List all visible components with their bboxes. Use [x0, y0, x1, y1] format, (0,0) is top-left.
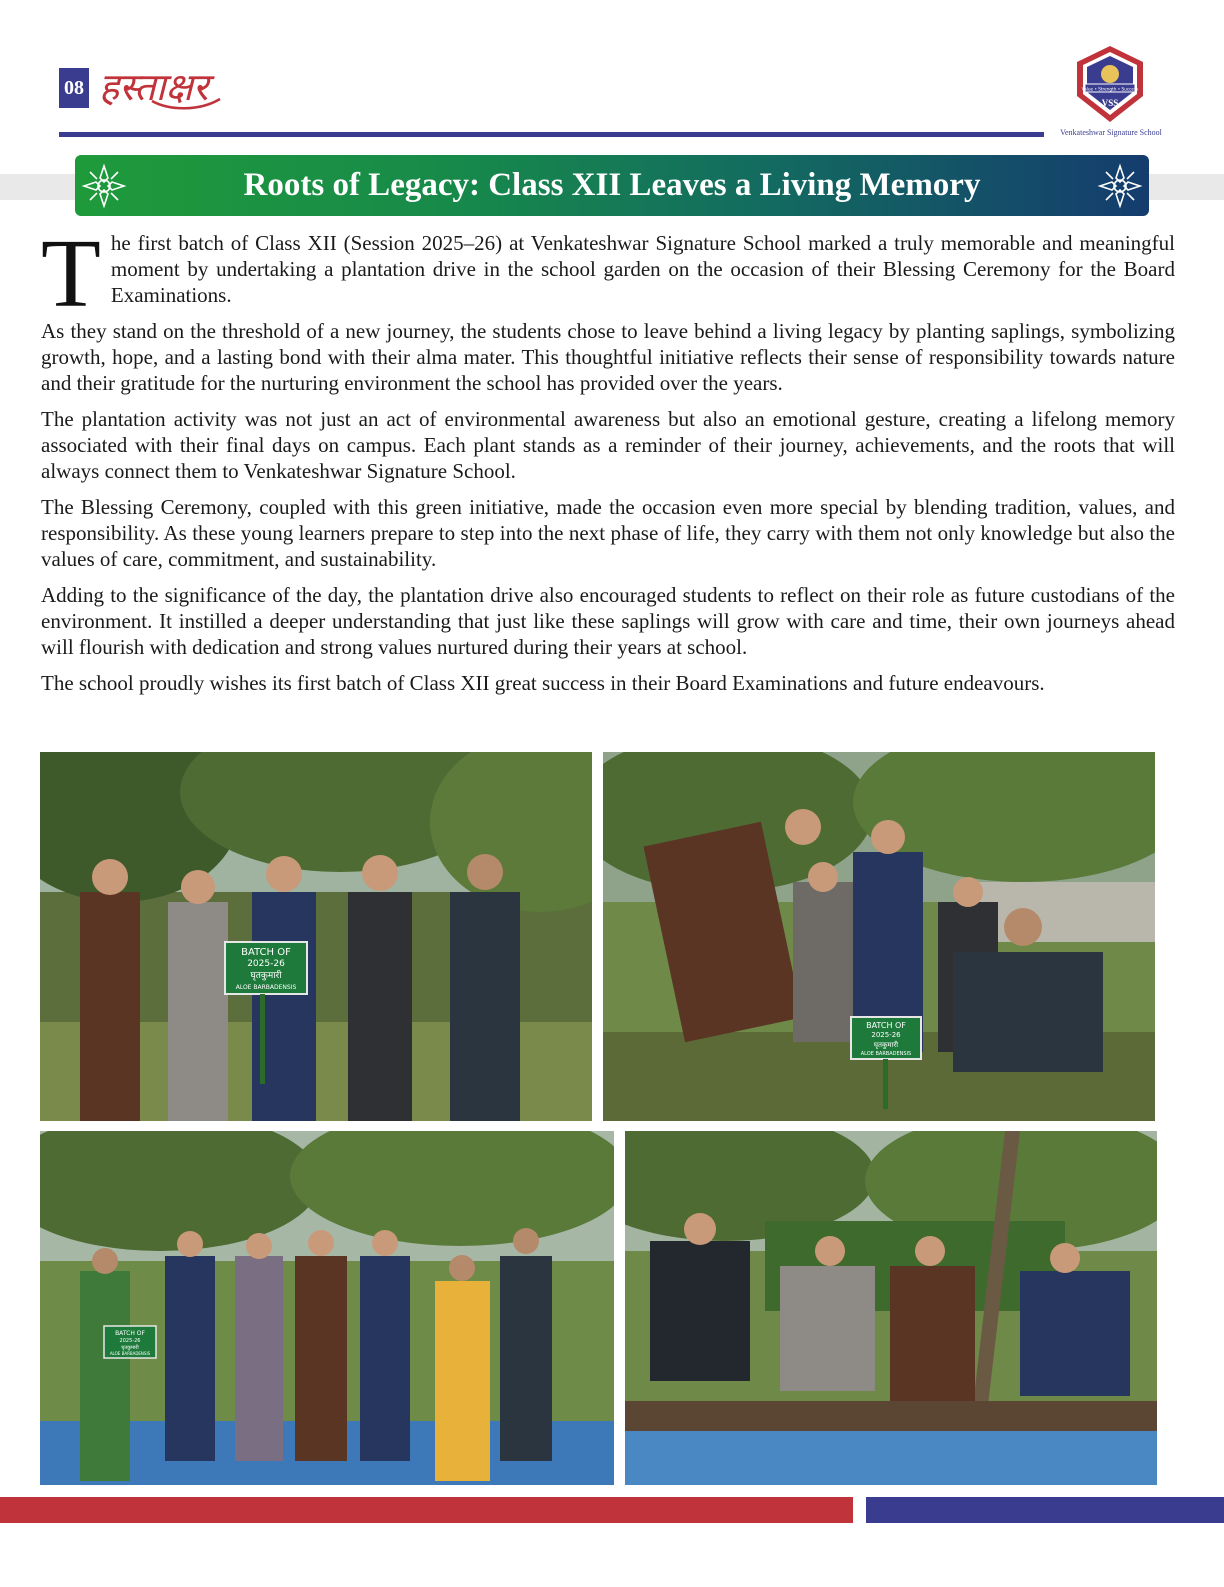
sign-text: 2025-26	[247, 959, 285, 969]
page-number: 08	[59, 68, 89, 108]
brand-swash-icon	[150, 97, 222, 111]
article-body	[41, 220, 1175, 706]
sign-text: घृतकुमारी	[121, 1345, 139, 1351]
article-paragraph	[41, 220, 1175, 328]
paragraph-text: he first batch of Class XII (Session 2025–26) at Venkateshwar Signature School marked a truly memorable and meaningful moment by undertaking a plantation drive in the school garden on the occasion of their Blessing Ceremony for the Board Examinations.	[110, 231, 1175, 307]
school-logo	[1073, 44, 1147, 124]
footer-bar-blue	[866, 1497, 1224, 1523]
header-divider	[59, 132, 1044, 137]
sign-text: 2025-26	[871, 1031, 901, 1039]
article-paragraph: The school proudly wishes its first batch of Class XII great success in their Board Examinations and future endeavours.	[41, 671, 1045, 695]
publication-brand: हस्ताक्षर	[99, 65, 209, 109]
sign-text: घृतकुमारी	[873, 1041, 899, 1049]
photo-group-with-teachers	[40, 1131, 614, 1485]
ornament-icon	[81, 163, 127, 209]
article-paragraph: The Blessing Ceremony, coupled with this green initiative, made the occasion even more special by blending tradition, values, and responsibility. As these young learners prepare to step into the next phase of life, they carry with them not only knowledge but also the values of care, commitment, and sustainability.	[41, 495, 1175, 571]
school-caption: Venkateshwar Signature School	[1060, 128, 1162, 137]
footer-bar-red	[0, 1497, 853, 1523]
shield-icon	[1073, 44, 1147, 124]
sign-text: BATCH OF	[866, 1021, 906, 1030]
article-title: Roots of Legacy: Class XII Leaves a Living Memory	[243, 167, 981, 203]
drop-cap: T	[41, 220, 101, 328]
article-paragraph: As they stand on the threshold of a new journey, the students chose to leave behind a living legacy by planting saplings, symbolizing growth, hope, and a lasting bond with their alma mater. This thoughtful initiative reflects their sense of responsibility towards nature and their gratitude for the nurturing environment the school has provided over the years.	[41, 319, 1175, 395]
sign-text: ALOE BARBADENSIS	[109, 1351, 151, 1356]
sign-text: 2025-26	[119, 1338, 141, 1344]
logo-motto: Value • Strength • Success	[1081, 86, 1139, 92]
sign-text: घृतकुमारी	[250, 971, 282, 981]
sign-text: ALOE BARBADENSIS	[860, 1051, 912, 1057]
sign-text: ALOE BARBADENSIS	[235, 984, 297, 991]
photo-students-planting	[625, 1131, 1157, 1485]
photo-group-standing	[40, 752, 592, 1121]
logo-initials: VSS	[1101, 98, 1119, 108]
sign-text: BATCH OF	[241, 947, 291, 958]
ornament-icon	[1097, 163, 1143, 209]
article-paragraph: Adding to the significance of the day, the plantation drive also encouraged students to reflect on their role as future custodians of the environment. It instilled a deeper understanding that just like these saplings will grow with care and time, their own journeys ahead will flourish with dedication and strong values nurtured during their years at school.	[41, 583, 1175, 659]
photo-planting-sign	[603, 752, 1155, 1121]
title-banner	[75, 155, 1149, 216]
sign-text: BATCH OF	[115, 1330, 145, 1337]
article-paragraph: The plantation activity was not just an act of environmental awareness but also an emotional gesture, creating a lifelong memory associated with their final days on campus. Each plant stands as a reminder of their journey, achievements, and the roots that will always connect them to Venkateshwar Signature School.	[41, 407, 1175, 483]
